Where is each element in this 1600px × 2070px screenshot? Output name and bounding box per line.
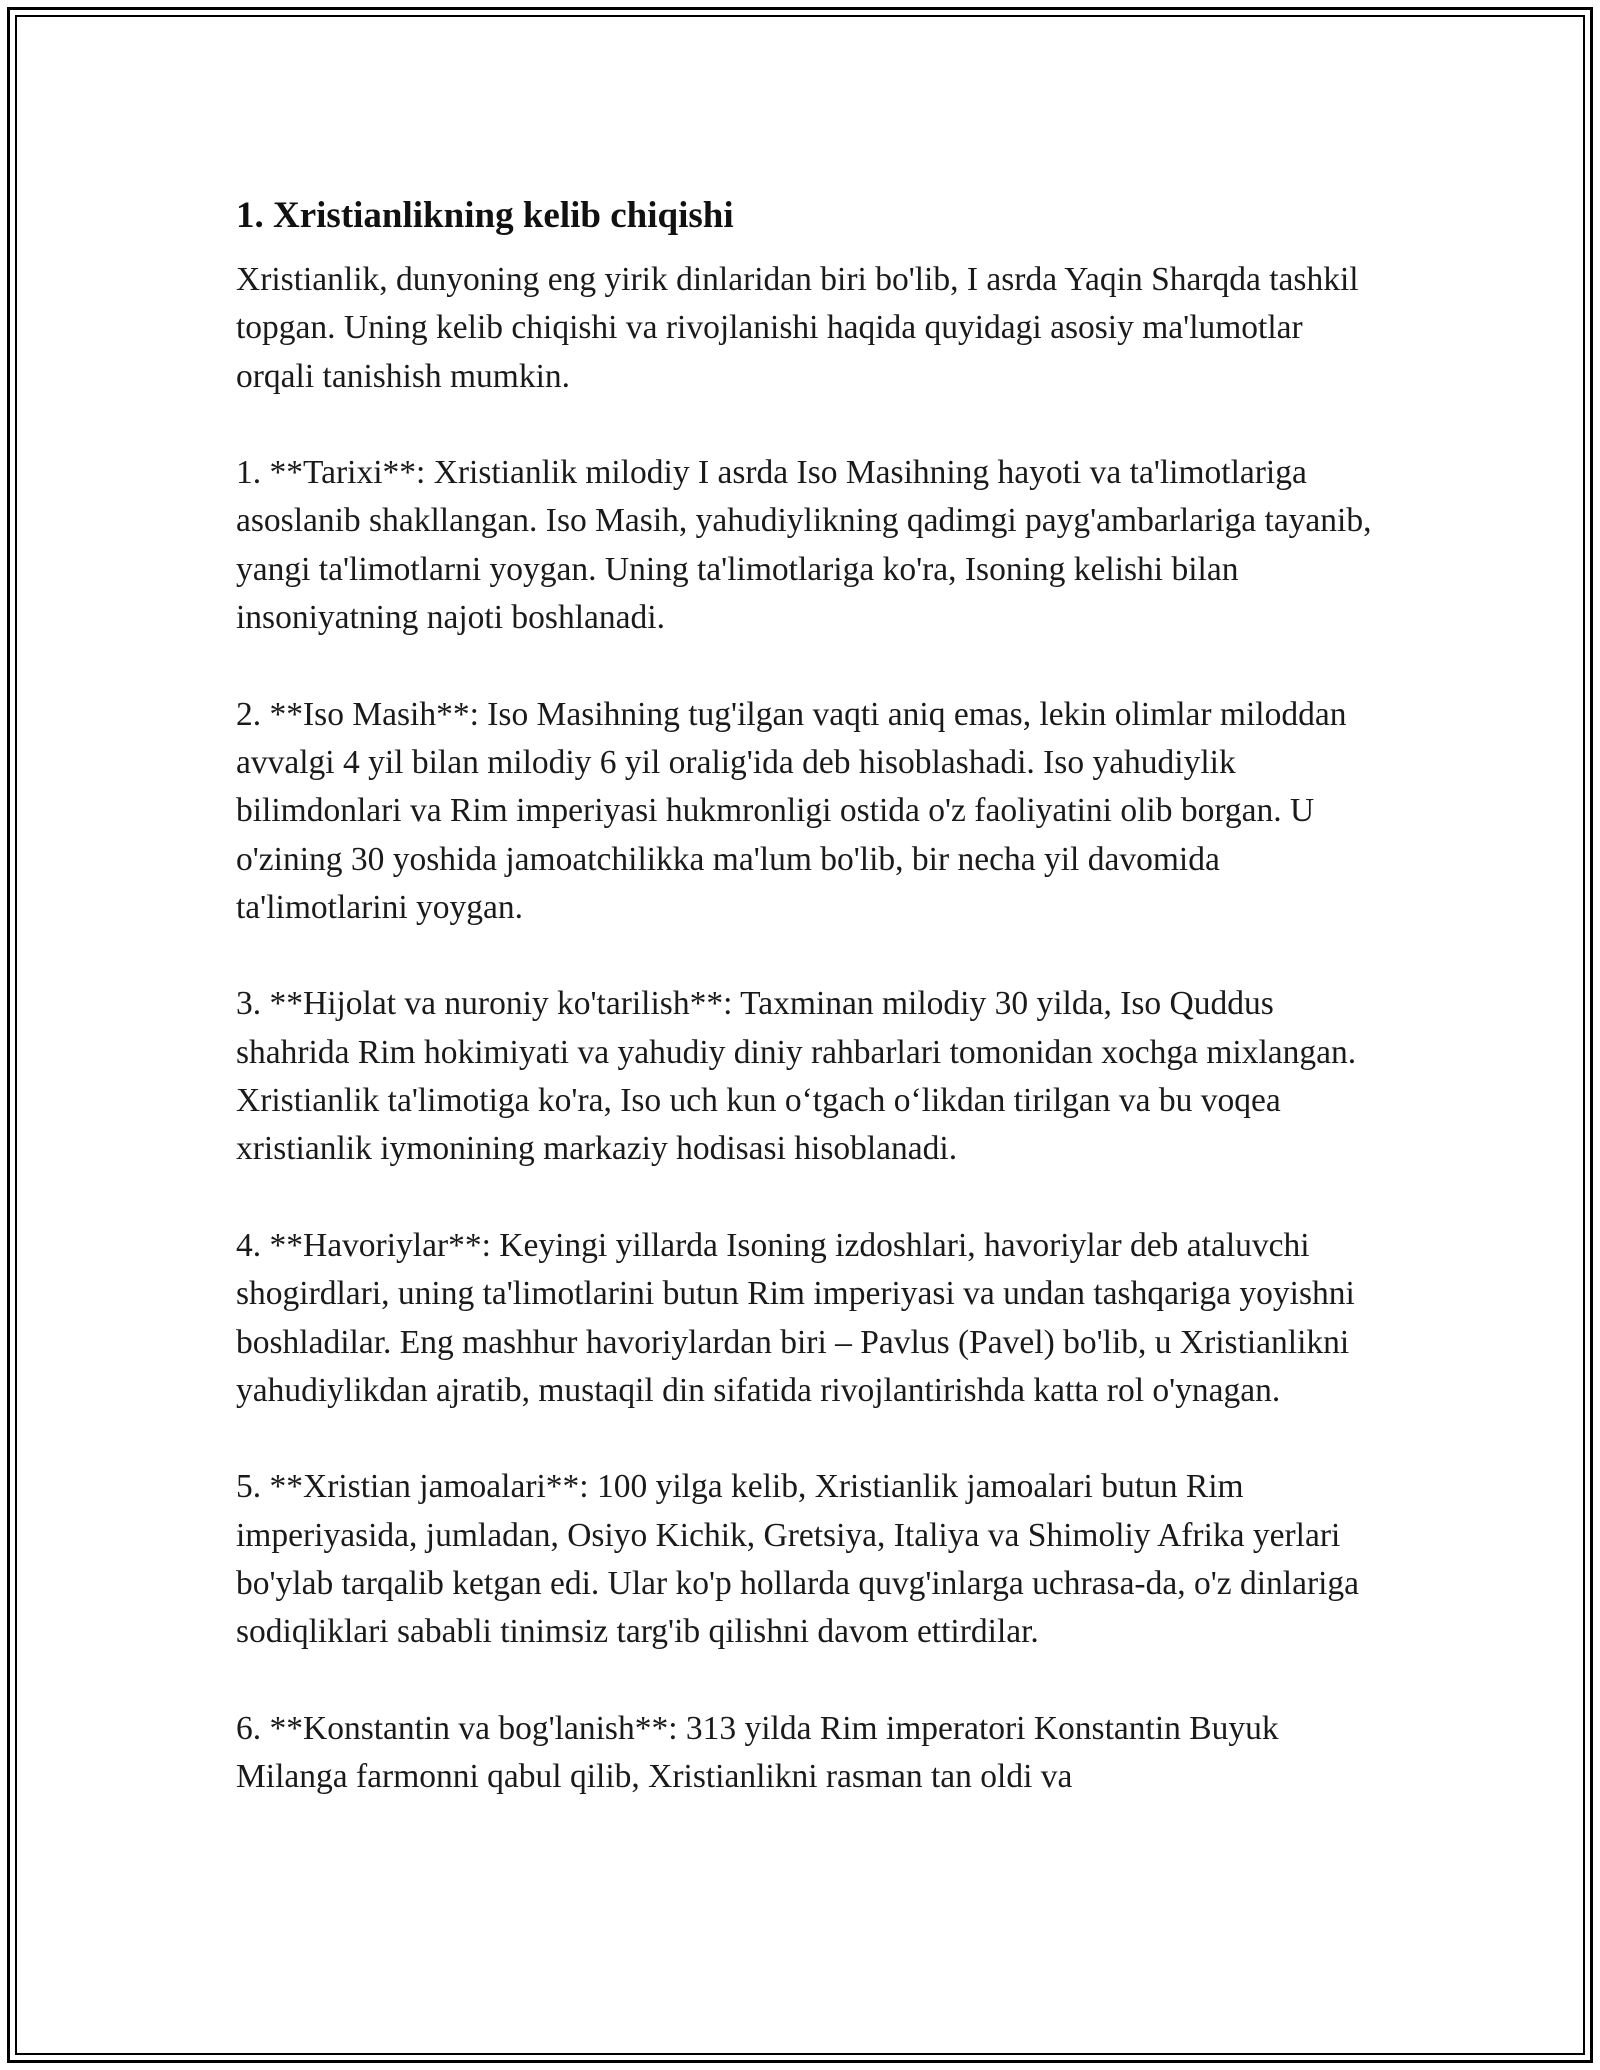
paragraph-tarixi: 1. **Tarixi**: Xristianlik milodiy I asrda Iso Masihning hayoti va ta'limotlariga asoslanib shakllangan. Iso Masih, yahudiylikning qadimgi payg'ambarlariga tayanib, yangi ta'limotlarni yoygan. Uning ta'limotlariga ko'ra, Isoning kelishi bilan insoniyatning najoti boshlanadi. — [236, 454, 1372, 637]
paragraph-konstantin: 6. **Konstantin va bog'lanish**: 313 yilda Rim imperatori Konstantin Buyuk Milanga farmonni qabul qilib, Xristianlikni rasman tan oldi va — [236, 1709, 1279, 1796]
document-body — [236, 186, 1376, 1802]
section-heading: 1. Xristianlikning kelib chiqishi — [236, 195, 734, 236]
intro-paragraph: Xristianlik, dunyoning eng yirik dinlaridan biri bo'lib, I asrda Yaqin Sharqda tashkil topgan. Uning kelib chiqishi va rivojlanishi haqida quyidagi asosiy ma'lumotlar orqali tanishish mumkin. — [236, 261, 1359, 395]
paragraph-jamoalar: 5. **Xristian jamoalari**: 100 yilga kelib, Xristianlik jamoalari butun Rim imperiyasida, jumladan, Osiyo Kichik, Gretsiya, Italiya va Shimoliy Afrika yerlari bo'ylab tarqalib ketgan edi. Ular ko'p hollarda quvg'inlarga uchrasa-da, o'z dinlariga sodiqliklari sababli tinimsiz targ'ib qilishni davom ettirdilar. — [236, 1468, 1360, 1651]
paragraph-iso-masih: 2. **Iso Masih**: Iso Masihning tug'ilgan vaqti aniq emas, lekin olimlar miloddan avvalgi 4 yil bilan milodiy 6 yil oralig'ida deb hisoblashadi. Iso yahudiylik bilimdonlari va Rim imperiyasi hukmronligi ostida o'z faoliyatini olib borgan. U o'zining 30 yoshida jamoatchilikka ma'lum bo'lib, bir necha yil davomida ta'limotlarini yoygan. — [236, 695, 1347, 926]
paragraph-hijolat: 3. **Hijolat va nuroniy ko'tarilish**: Taxminan milodiy 30 yilda, Iso Quddus shahrida Rim hokimiyati va yahudiy diniy rahbarlari tomonidan xochga mixlangan. Xristianlik ta'limotiga ko'ra, Iso uch kun o‘tgach o‘likdan tirilgan va bu voqea xristianlik iymonining markaziy hodisasi hisoblanadi. — [236, 985, 1357, 1168]
paragraph-havoriylar: 4. **Havoriylar**: Keyingi yillarda Isoning izdoshlari, havoriylar deb ataluvchi shogirdlari, uning ta'limotlarini butun Rim imperiyasi va undan tashqariga yoyishni boshladilar. Eng mashhur havoriylardan biri – Pavlus (Pavel) bo'lib, u Xristianlikni yahudiylikdan ajratib, mustaqil din sifatida rivojlantirishda katta rol o'ynagan. — [236, 1226, 1355, 1409]
